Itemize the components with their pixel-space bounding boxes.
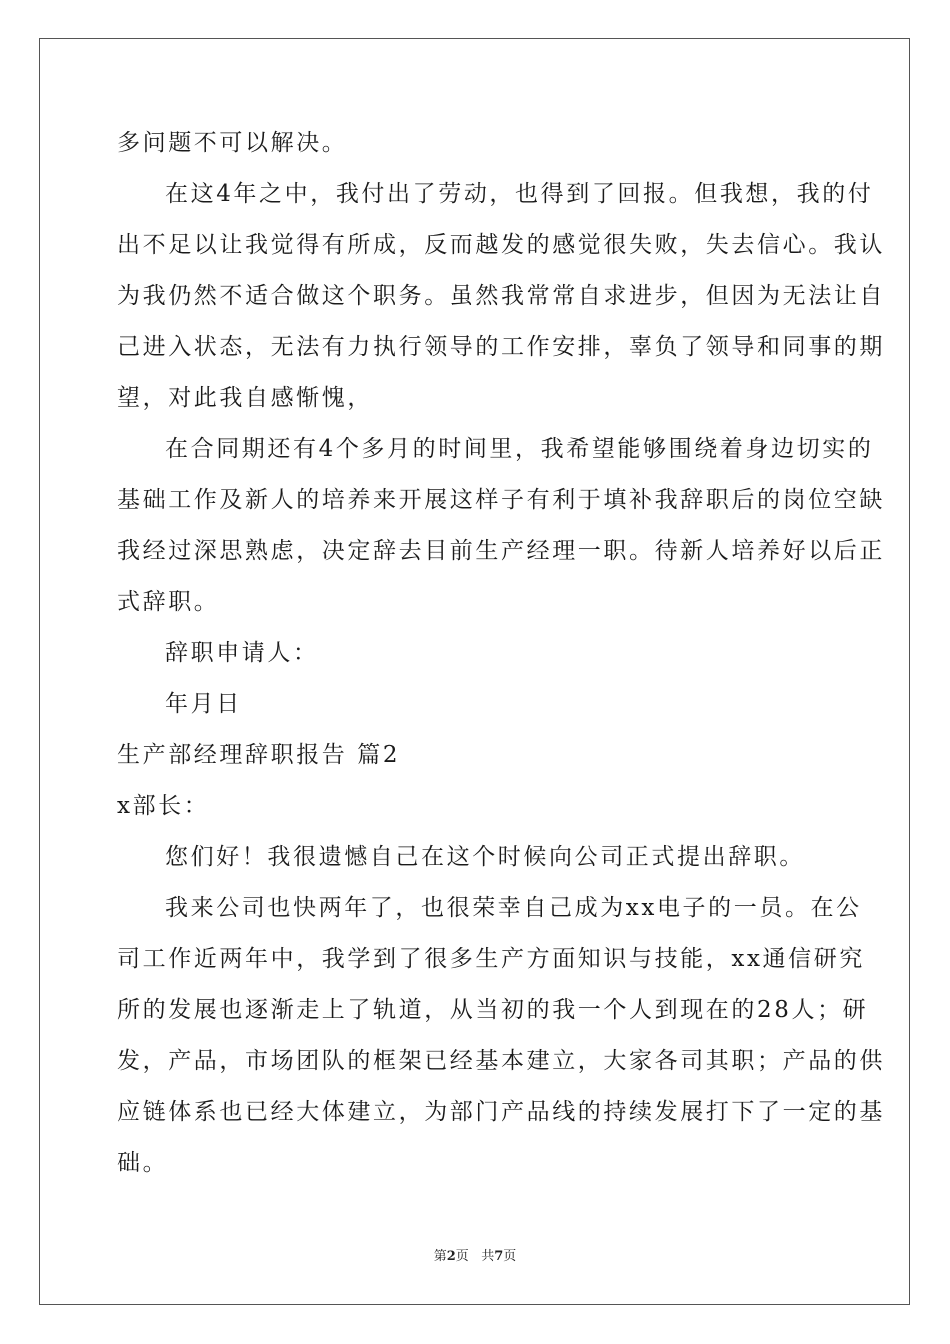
text-line: 应链体系也已经大体建立，为部门产品线的持续发展打下了一定的基 [117, 1099, 885, 1125]
text-line: 所的发展也逐渐走上了轨道，从当初的我一个人到现在的28人；研 [117, 997, 869, 1023]
text-line: 多问题不可以解决。 [117, 130, 348, 156]
text-line: 础。 [117, 1150, 169, 1176]
footer-prefix: 第 [433, 1249, 447, 1264]
text-line: 出不足以让我觉得有所成，反而越发的感觉很失败，失去信心。我认 [117, 232, 885, 258]
footer-total-prefix: 共 [481, 1249, 495, 1264]
text-line: 己进入状态，无法有力执行领导的工作安排，辜负了领导和同事的期 [117, 334, 885, 360]
paragraph-start: 在这4年之中，我付出了劳动，也得到了回报。但我想，我的付 [165, 181, 874, 207]
footer-total-suffix: 页 [503, 1249, 517, 1264]
paragraph-start: 在合同期还有4个多月的时间里，我希望能够围绕着身边切实的 [165, 436, 874, 462]
text-line: 望，对此我自感惭愧， [117, 385, 373, 411]
text-line: 发，产品，市场团队的框架已经基本建立，大家各司其职；产品的供 [117, 1048, 885, 1074]
date-line: 年月日 [165, 691, 242, 717]
text-line: 司工作近两年中，我学到了很多生产方面知识与技能，xx通信研究 [117, 946, 865, 972]
current-page-number: 2 [446, 1249, 456, 1264]
total-pages-number: 7 [494, 1249, 504, 1264]
text-line: 式辞职。 [117, 589, 220, 615]
text-line: 基础工作及新人的培养来开展这样子有利于填补我辞职后的岗位空缺 [117, 487, 885, 513]
page-footer [0, 1245, 950, 1264]
signature-label: 辞职申请人： [165, 640, 319, 666]
section-heading: 生产部经理辞职报告 篇2 [117, 742, 401, 768]
text-line: 为我仍然不适合做这个职务。虽然我常常自求进步，但因为无法让自 [117, 283, 885, 309]
salutation: x部长： [117, 793, 210, 819]
paragraph-start: 我来公司也快两年了，也很荣幸自己成为xx电子的一员。在公 [165, 895, 862, 921]
footer-page-suffix: 页 [455, 1249, 469, 1264]
paragraph-start: 您们好！我很遗憾自己在这个时候向公司正式提出辞职。 [165, 844, 805, 870]
text-line: 我经过深思熟虑，决定辞去目前生产经理一职。待新人培养好以后正 [117, 538, 885, 564]
